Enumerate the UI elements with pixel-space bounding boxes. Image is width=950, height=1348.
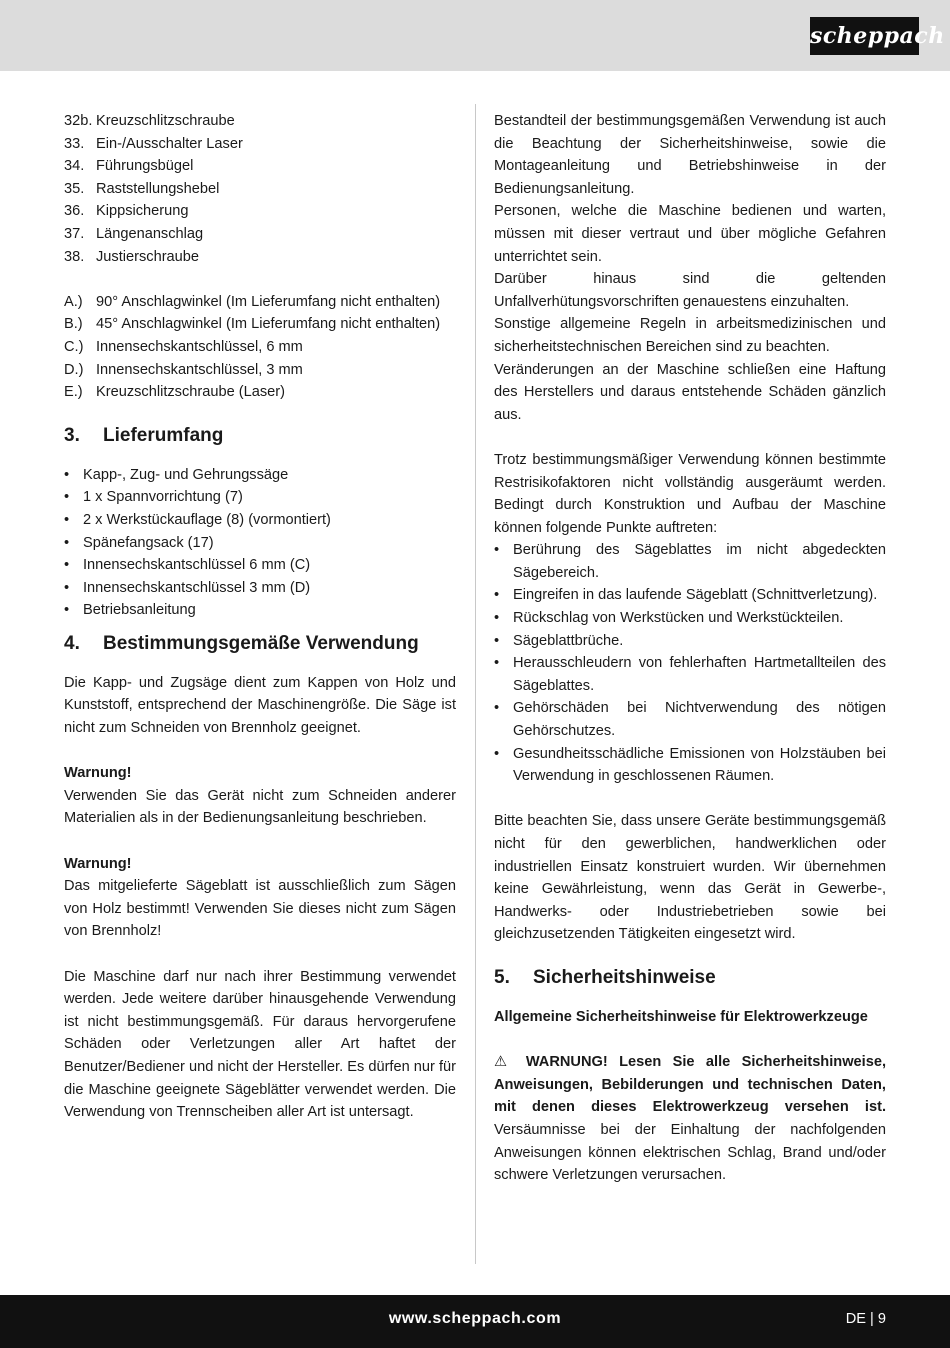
- section-title: Bestimmungsgemäße Verwendung: [103, 632, 419, 654]
- list-item: [64, 200, 456, 223]
- left-column: [64, 110, 456, 1124]
- warning-text: Das mitgelieferte Sägeblatt ist ausschließlich zum Sägen von Holz bestimmt! Verwenden Sie dieses nicht zum Sägen von Brennholz!: [64, 878, 456, 940]
- item-number: 33.: [64, 135, 85, 152]
- bullet-icon: •: [494, 632, 500, 649]
- paragraph: Bestandteil der bestimmungsgemäßen Verwendung ist auch die Beachtung der Sicherheitshinweise, sowie die Montageanleitung und Betriebshinweise in der Bedienungsanleitung.: [494, 113, 886, 197]
- section-number: 3.: [64, 424, 80, 446]
- list-item: [64, 291, 456, 314]
- risk-list: [494, 539, 886, 788]
- column-divider: [475, 104, 476, 1264]
- item-text: Berührung des Sägeblattes im nicht abgedeckten Sägebereich.: [513, 542, 886, 581]
- section-heading-4: [64, 632, 456, 656]
- item-text: 45° Anschlagwinkel (Im Lieferumfang nicht enthalten): [96, 316, 441, 333]
- warning-text: Verwenden Sie das Gerät nicht zum Schneiden anderer Materialien als in der Bedienungsanleitung beschrieben.: [64, 787, 456, 827]
- list-item: [64, 178, 456, 201]
- item-text: Führungsbügel: [96, 158, 194, 175]
- list-item: [64, 381, 456, 404]
- list-item: [64, 509, 456, 532]
- item-number: E.): [64, 384, 83, 401]
- bullet-icon: •: [494, 542, 500, 559]
- item-text: Sägeblattbrüche.: [513, 632, 624, 649]
- bullet-icon: •: [494, 745, 500, 762]
- parts-list-lettered: [64, 291, 456, 404]
- item-number: C.): [64, 338, 84, 355]
- bullet-icon: •: [494, 700, 500, 717]
- warning-paragraph: [494, 1051, 886, 1187]
- warning-title: Warnung!: [64, 765, 132, 782]
- list-item: [64, 246, 456, 269]
- bullet-icon: •: [64, 579, 70, 596]
- item-text: Innensechskantschlüssel 6 mm (C): [83, 557, 311, 574]
- bullet-icon: •: [64, 534, 70, 551]
- list-item: [494, 697, 886, 742]
- section-heading-5: [494, 966, 886, 990]
- bullet-icon: •: [64, 602, 70, 619]
- list-item: [494, 652, 886, 697]
- delivery-list: [64, 464, 456, 622]
- list-item: [64, 155, 456, 178]
- item-number: D.): [64, 361, 84, 378]
- item-text: Spänefangsack (17): [83, 534, 214, 551]
- item-text: Kippsicherung: [96, 203, 189, 220]
- list-item: [64, 359, 456, 382]
- item-number: A.): [64, 293, 83, 310]
- item-text: 2 x Werkstückauflage (8) (vormontiert): [83, 511, 331, 528]
- page-number: DE | 9: [845, 1311, 886, 1327]
- footer-bar: [0, 1295, 950, 1348]
- item-number: 37.: [64, 225, 85, 242]
- scheppach-logo: scheppach: [810, 17, 919, 55]
- item-text: Kreuzschlitzschraube: [96, 113, 235, 129]
- warning-triangle-icon: ⚠: [494, 1054, 515, 1071]
- list-item: [64, 464, 456, 487]
- item-number: 36.: [64, 203, 85, 220]
- list-item: [64, 486, 456, 509]
- list-item: [64, 110, 456, 133]
- item-text: Innensechskantschlüssel 3 mm (D): [83, 579, 311, 596]
- item-text: Gehörschäden bei Nichtverwendung des nötigen Gehörschutzes.: [513, 700, 886, 740]
- section-subtitle: Allgemeine Sicherheitshinweise für Elektrowerkzeuge: [494, 1008, 868, 1025]
- list-item: [64, 313, 456, 336]
- list-item: [64, 577, 456, 600]
- bullet-icon: •: [494, 587, 500, 604]
- item-text: Längenanschlag: [96, 225, 204, 242]
- paragraph: Trotz bestimmungsmäßiger Verwendung können bestimmte Restrisikofaktoren nicht vollständig ausgeräumt werden. Bedingt durch Konstruktion und Aufbau der Maschine können folgende Punkte auftreten:: [494, 451, 886, 536]
- item-text: Herausschleudern von fehlerhaften Hartmetallteilen des Sägeblattes.: [513, 655, 886, 694]
- paragraph: Bitte beachten Sie, dass unsere Geräte bestimmungsgemäß nicht für den gewerblichen, handwerklichen oder industriellen Einsatz konstruiert wurden. Wir übernehmen keine Gewährleistung, wenn das Gerät in Gewerbe-, Handwerks- oder Industriebetrieben sowie bei gleichzusetzenden Tätigkeiten eingesetzt wird.: [494, 813, 886, 943]
- list-item: [64, 599, 456, 622]
- item-number: 32b.: [64, 113, 93, 129]
- paragraph: Personen, welche die Maschine bedienen und warten, müssen mit dieser vertraut und über mögliche Gefahren unterrichtet sein.: [494, 203, 886, 265]
- paragraph: Die Kapp- und Zugsäge dient zum Kappen von Holz und Kunststoff, entsprechend der Maschinengröße. Die Säge ist nicht zum Schneiden von Brennholz geeignet.: [64, 674, 456, 737]
- footer-url: www.scheppach.com: [388, 1310, 562, 1327]
- item-text: Innensechskantschlüssel, 6 mm: [96, 338, 303, 355]
- list-item: [494, 539, 886, 584]
- section-number: 4.: [64, 632, 80, 654]
- warning-bold-text: WARNUNG! Lesen Sie alle Sicherheitshinweise, Anweisungen, Bebilderungen und technischen Daten, mit denen dieses Elektrowerkzeug versehen ist.: [494, 1054, 887, 1116]
- bullet-icon: •: [64, 511, 70, 528]
- list-item: [64, 133, 456, 156]
- list-item: [494, 584, 886, 607]
- section-title: Sicherheitshinweise: [533, 966, 716, 988]
- item-text: Innensechskantschlüssel, 3 mm: [96, 361, 303, 378]
- list-item: [494, 743, 886, 788]
- item-text: Kapp-, Zug- und Gehrungssäge: [83, 466, 289, 483]
- bullet-icon: •: [64, 466, 70, 483]
- item-text: Rückschlag von Werkstücken und Werkstückteilen.: [513, 610, 844, 627]
- parts-list-numbered: [64, 110, 456, 268]
- paragraph: Die Maschine darf nur nach ihrer Bestimmung verwendet werden. Jede weitere darüber hinausgehende Verwendung ist nicht bestimmungsgemäß. Für daraus hervorgerufene Schäden oder Verletzungen aller Art haftet der Benutzer/Bediener und nicht der Hersteller. Es dürfen nur für die Maschine geeignete Sägeblätter verwendet werden. Die Verwendung von Trennscheiben aller Art ist untersagt.: [64, 968, 456, 1121]
- paragraph: Sonstige allgemeine Regeln in arbeitsmedizinischen und sicherheitstechnischen Bereichen sind zu beachten.: [494, 316, 886, 355]
- item-text: Gesundheitsschädliche Emissionen von Holzstäuben bei Verwendung in geschlossenen Räumen.: [513, 745, 886, 785]
- item-text: Ein-/Ausschalter Laser: [96, 135, 243, 152]
- item-text: Justierschraube: [96, 248, 200, 265]
- warning-title: Warnung!: [64, 855, 132, 872]
- warning-text: Versäumnisse bei der Einhaltung der nachfolgenden Anweisungen können elektrischen Schlag, Brand und/oder schwere Verletzungen verursachen.: [494, 1121, 886, 1184]
- item-text: Betriebsanleitung: [83, 602, 196, 619]
- bullet-icon: •: [64, 557, 70, 574]
- item-number: 38.: [64, 248, 85, 265]
- list-item: [64, 554, 456, 577]
- section-heading-3: [64, 424, 456, 448]
- bullet-icon: •: [494, 610, 500, 627]
- item-text: 90° Anschlagwinkel (Im Lieferumfang nicht enthalten): [96, 293, 441, 310]
- list-item: [64, 336, 456, 359]
- paragraph: Veränderungen an der Maschine schließen eine Haftung des Herstellers und daraus entstehende Schäden gänzlich aus.: [494, 361, 886, 423]
- item-number: 35.: [64, 180, 85, 197]
- list-item: [494, 607, 886, 630]
- paragraph: Darüber hinaus sind die geltenden Unfallverhütungsvorschriften genauestens einzuhalten.: [494, 271, 886, 310]
- header-bar: [0, 0, 950, 71]
- item-text: Kreuzschlitzschraube (Laser): [96, 384, 285, 401]
- section-number: 5.: [494, 966, 510, 988]
- section-title: Lieferumfang: [103, 424, 224, 446]
- bullet-icon: •: [64, 489, 70, 506]
- list-item: [64, 532, 456, 555]
- bullet-icon: •: [494, 655, 500, 672]
- item-text: Eingreifen in das laufende Sägeblatt (Schnittverletzung).: [513, 587, 878, 604]
- list-item: [494, 630, 886, 653]
- item-text: 1 x Spannvorrichtung (7): [83, 489, 243, 506]
- right-column: [494, 110, 886, 1187]
- item-text: Raststellungshebel: [96, 180, 220, 197]
- item-number: B.): [64, 316, 83, 333]
- item-number: 34.: [64, 158, 85, 175]
- list-item: [64, 223, 456, 246]
